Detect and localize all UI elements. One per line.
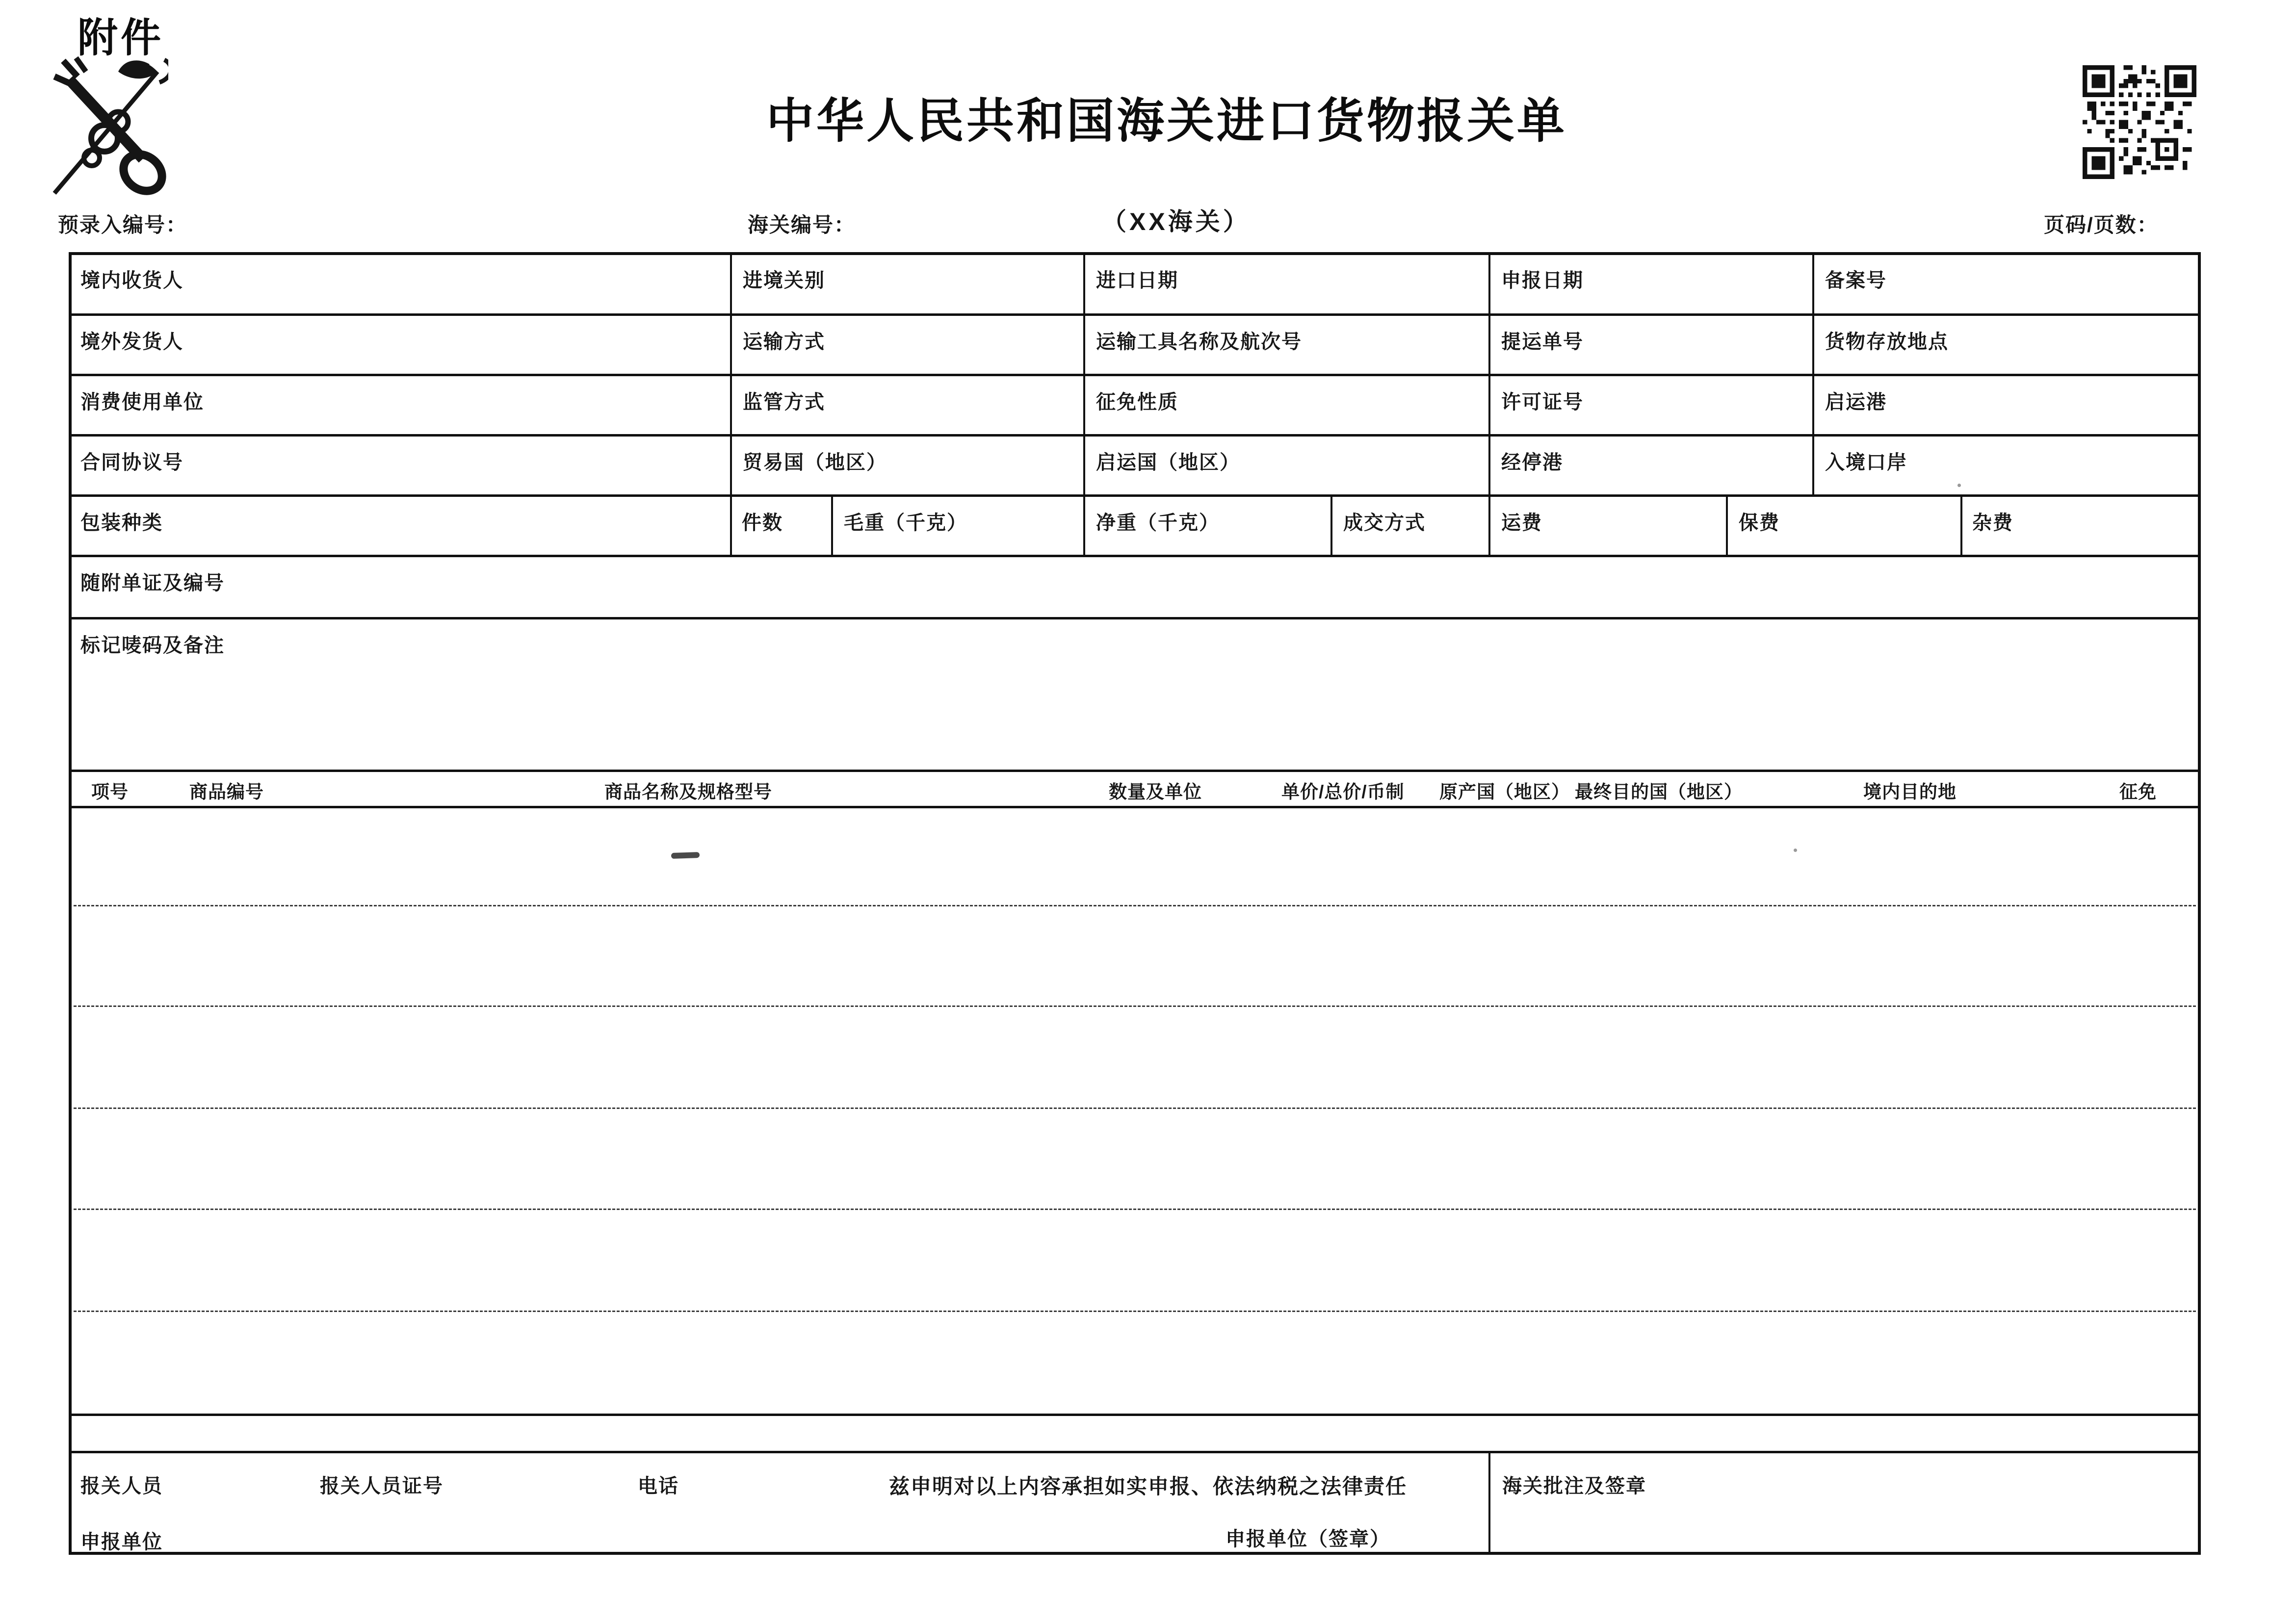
customs-emblem-icon — [47, 55, 168, 197]
column-divider — [1812, 252, 1814, 494]
footer-label-phone: 电话 — [638, 1475, 679, 1497]
row-divider — [69, 494, 2201, 497]
field-label-departure-port: 启运港 — [1825, 391, 1887, 413]
pieces-column-divider — [831, 494, 833, 555]
field-label-insurance: 保费 — [1739, 512, 1780, 534]
customs-no-label: 海关编号： — [748, 213, 856, 236]
field-label-net-weight: 净重（千克） — [1096, 512, 1220, 534]
field-label-gross-weight: 毛重（千克） — [844, 512, 967, 534]
footer-declaration-statement: 兹申明对以上内容承担如实申报、依法纳税之法律责任 — [889, 1475, 1408, 1498]
goods-row-separator — [74, 1209, 2196, 1210]
goods-area-bottom-divider — [69, 1414, 2201, 1416]
page-number-label: 页码/页数： — [2044, 213, 2159, 236]
field-label-contract-no: 合同协议号 — [80, 452, 183, 473]
goods-col-domestic-dest: 境内目的地 — [1863, 782, 1957, 802]
scan-speck — [1794, 849, 1797, 852]
goods-row-separator — [74, 1107, 2196, 1109]
field-label-trade-country: 贸易国（地区） — [743, 452, 887, 473]
field-label-bl-no: 提运单号 — [1501, 331, 1584, 353]
customs-office-name: （XX海关） — [1102, 208, 1251, 235]
footer-column-divider — [1488, 1451, 1490, 1555]
row-divider — [69, 374, 2201, 376]
footer-top-divider — [69, 1451, 2201, 1453]
scan-smudge — [671, 852, 700, 859]
row-divider — [69, 555, 2201, 557]
attachment-label: 附件 — [78, 16, 164, 60]
field-label-entry-point: 入境口岸 — [1825, 452, 1907, 473]
field-label-license-no: 许可证号 — [1501, 391, 1584, 413]
miscfee-column-divider — [1960, 494, 1962, 555]
qr-code — [2083, 65, 2196, 179]
field-label-consignor: 境外发货人 — [80, 331, 183, 353]
goods-col-commodity-no: 商品编号 — [189, 782, 264, 802]
goods-col-qty-unit: 数量及单位 — [1109, 782, 1202, 802]
footer-label-declaring-unit-seal: 申报单位（签章） — [1226, 1528, 1390, 1550]
insurance-column-divider — [1726, 494, 1728, 555]
field-label-departure-country: 启运国（地区） — [1096, 452, 1240, 473]
field-label-declare-date: 申报日期 — [1501, 270, 1584, 291]
row-divider — [69, 434, 2201, 437]
goods-header-top-divider — [69, 770, 2201, 772]
footer-label-customs-endorsement: 海关批注及签章 — [1502, 1475, 1646, 1497]
transaction-column-divider — [1331, 494, 1332, 555]
field-label-freight: 运费 — [1501, 512, 1542, 534]
field-label-entry-customs: 进境关别 — [743, 270, 825, 291]
goods-col-price-currency: 单价/总价/币制 — [1281, 782, 1405, 802]
field-label-transaction-mode: 成交方式 — [1343, 512, 1426, 534]
field-label-import-date: 进口日期 — [1096, 270, 1178, 291]
goods-col-levy-exempt: 征免 — [2119, 782, 2157, 802]
field-label-transport-mode: 运输方式 — [743, 331, 825, 353]
goods-col-final-dest-country: 最终目的国（地区） — [1575, 782, 1743, 802]
field-label-consignee: 境内收货人 — [80, 270, 183, 291]
goods-row-separator — [74, 1311, 2196, 1312]
pre-entry-no-label: 预录入编号： — [58, 213, 188, 236]
field-label-misc-fee: 杂费 — [1972, 512, 2013, 534]
field-label-attached-docs: 随附单证及编号 — [80, 572, 225, 594]
footer-label-declarant: 报关人员 — [80, 1475, 163, 1497]
page-title: 中华人民共和国海关进口货物报关单 — [766, 95, 1567, 148]
field-label-pieces: 件数 — [742, 512, 783, 534]
field-label-supervision-mode: 监管方式 — [743, 391, 825, 413]
goods-col-name-spec: 商品名称及规格型号 — [604, 782, 772, 802]
goods-col-origin-country: 原产国（地区） — [1439, 782, 1570, 802]
goods-header-bottom-divider — [69, 806, 2201, 808]
row-divider — [69, 313, 2201, 316]
field-label-consumer-unit: 消费使用单位 — [80, 391, 204, 413]
field-label-marks-remarks: 标记唛码及备注 — [80, 635, 225, 656]
field-label-record-no: 备案号 — [1825, 270, 1887, 291]
goods-col-item-no: 项号 — [91, 782, 129, 802]
column-divider — [1083, 252, 1085, 555]
column-divider — [730, 252, 732, 555]
column-divider — [1488, 252, 1490, 555]
field-label-goods-location: 货物存放地点 — [1825, 331, 1949, 353]
field-label-package-type: 包装种类 — [80, 512, 163, 534]
goods-row-separator — [74, 905, 2196, 906]
row-divider — [69, 617, 2201, 619]
goods-row-separator — [74, 1005, 2196, 1007]
field-label-stopover-port: 经停港 — [1501, 452, 1563, 473]
field-label-transport-name: 运输工具名称及航次号 — [1096, 331, 1302, 353]
field-label-levy-nature: 征免性质 — [1096, 391, 1178, 413]
scan-speck — [1957, 484, 1961, 487]
footer-label-declaring-unit: 申报单位 — [80, 1531, 163, 1553]
footer-label-declarant-cert: 报关人员证号 — [320, 1475, 444, 1497]
